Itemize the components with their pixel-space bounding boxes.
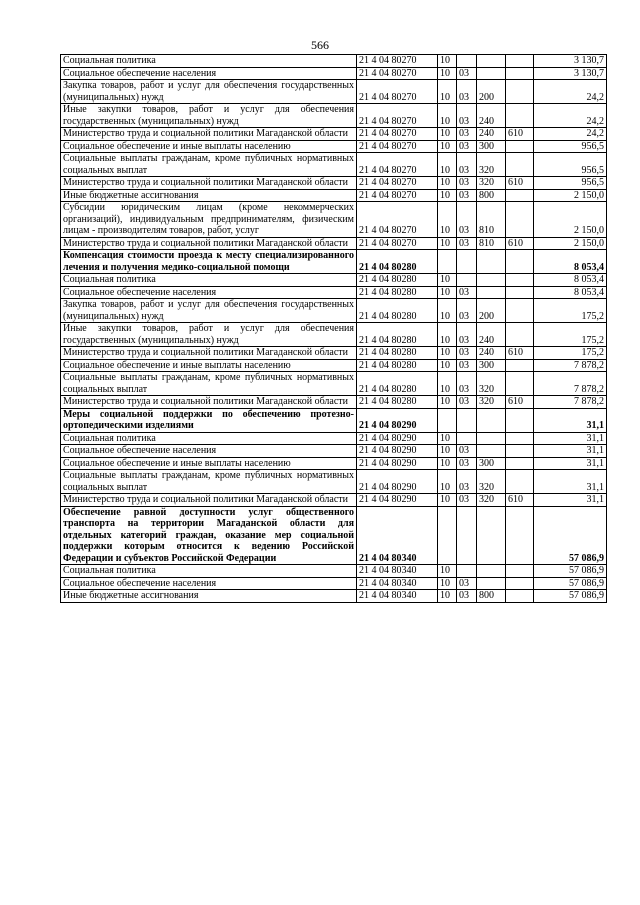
row-administrator-code xyxy=(506,274,534,287)
table-row xyxy=(61,237,607,250)
row-administrator-code xyxy=(506,432,534,445)
row-expense-type-code xyxy=(477,445,506,458)
row-name: Министерство труда и социальной политики Магаданской области xyxy=(61,237,357,250)
table-row xyxy=(61,299,607,323)
row-name: Министерство труда и социальной политики Магаданской области xyxy=(61,128,357,141)
table-row xyxy=(61,274,607,287)
row-administrator-code xyxy=(506,359,534,372)
row-name: Социальное обеспечение населения xyxy=(61,577,357,590)
row-amount: 7 878,2 xyxy=(534,372,607,396)
row-administrator-code xyxy=(506,457,534,470)
row-subsection-code: 03 xyxy=(457,396,477,409)
row-administrator-code xyxy=(506,590,534,603)
row-name: Социальное обеспечение и иные выплаты населению xyxy=(61,359,357,372)
row-section-code: 10 xyxy=(438,432,457,445)
row-section-code: 10 xyxy=(438,299,457,323)
row-name: Социальная политика xyxy=(61,432,357,445)
row-expense-type-code: 320 xyxy=(477,372,506,396)
row-target-article-code: 21 4 04 80270 xyxy=(357,153,438,177)
row-amount: 31,1 xyxy=(534,457,607,470)
row-expense-type-code: 240 xyxy=(477,347,506,360)
row-administrator-code xyxy=(506,299,534,323)
table-row xyxy=(61,347,607,360)
table-row xyxy=(61,372,607,396)
row-name: Иные бюджетные ассигнования xyxy=(61,189,357,202)
row-target-article-code: 21 4 04 80340 xyxy=(357,565,438,578)
row-target-article-code: 21 4 04 80280 xyxy=(357,286,438,299)
row-name: Субсидии юридическим лицам (кроме некоммерческих организаций), индивидуальным предпринимателям, физическим лицам - производителям товаров, работ, услуг xyxy=(61,202,357,238)
row-amount: 24,2 xyxy=(534,128,607,141)
row-amount: 8 053,4 xyxy=(534,274,607,287)
row-subsection-code: 03 xyxy=(457,470,477,494)
row-target-article-code: 21 4 04 80280 xyxy=(357,250,438,274)
table-row xyxy=(61,202,607,238)
row-target-article-code: 21 4 04 80280 xyxy=(357,359,438,372)
row-amount: 7 878,2 xyxy=(534,396,607,409)
row-name: Социальная политика xyxy=(61,55,357,68)
row-section-code: 10 xyxy=(438,55,457,68)
row-name: Социальное обеспечение населения xyxy=(61,67,357,80)
row-administrator-code xyxy=(506,565,534,578)
row-section-code: 10 xyxy=(438,396,457,409)
row-target-article-code: 21 4 04 80280 xyxy=(357,372,438,396)
table-row xyxy=(61,189,607,202)
row-target-article-code: 21 4 04 80280 xyxy=(357,299,438,323)
row-expense-type-code: 300 xyxy=(477,359,506,372)
row-section-code: 10 xyxy=(438,470,457,494)
row-name: Социальное обеспечение и иные выплаты населению xyxy=(61,457,357,470)
row-target-article-code: 21 4 04 80270 xyxy=(357,237,438,250)
table-row xyxy=(61,457,607,470)
row-expense-type-code: 320 xyxy=(477,470,506,494)
row-amount: 3 130,7 xyxy=(534,55,607,68)
row-administrator-code: 610 xyxy=(506,128,534,141)
row-section-code: 10 xyxy=(438,67,457,80)
table-row xyxy=(61,286,607,299)
row-name: Закупка товаров, работ и услуг для обеспечения государственных (муниципальных) нужд xyxy=(61,299,357,323)
row-target-article-code: 21 4 04 80270 xyxy=(357,104,438,128)
row-subsection-code xyxy=(457,274,477,287)
row-section-code: 10 xyxy=(438,80,457,104)
row-section-code: 10 xyxy=(438,445,457,458)
row-amount: 2 150,0 xyxy=(534,237,607,250)
row-subsection-code: 03 xyxy=(457,189,477,202)
row-name: Закупка товаров, работ и услуг для обеспечения государственных (муниципальных) нужд xyxy=(61,80,357,104)
row-subsection-code: 03 xyxy=(457,153,477,177)
row-name: Иные закупки товаров, работ и услуг для обеспечения государственных (муниципальных) нужд xyxy=(61,104,357,128)
row-subsection-code xyxy=(457,408,477,432)
row-name: Социальная политика xyxy=(61,565,357,578)
table-row xyxy=(61,470,607,494)
table-row xyxy=(61,590,607,603)
row-subsection-code: 03 xyxy=(457,104,477,128)
row-section-code: 10 xyxy=(438,347,457,360)
row-subsection-code: 03 xyxy=(457,445,477,458)
row-section-code xyxy=(438,506,457,565)
row-amount: 2 150,0 xyxy=(534,202,607,238)
row-target-article-code: 21 4 04 80340 xyxy=(357,590,438,603)
table-row xyxy=(61,323,607,347)
row-expense-type-code xyxy=(477,408,506,432)
row-administrator-code xyxy=(506,286,534,299)
row-section-code: 10 xyxy=(438,372,457,396)
row-section-code: 10 xyxy=(438,494,457,507)
row-expense-type-code xyxy=(477,506,506,565)
row-section-code: 10 xyxy=(438,286,457,299)
table-row xyxy=(61,140,607,153)
row-expense-type-code: 200 xyxy=(477,299,506,323)
row-administrator-code xyxy=(506,80,534,104)
row-amount: 175,2 xyxy=(534,347,607,360)
row-subsection-code: 03 xyxy=(457,237,477,250)
table-row xyxy=(61,80,607,104)
row-amount: 8 053,4 xyxy=(534,286,607,299)
row-subsection-code xyxy=(457,565,477,578)
row-target-article-code: 21 4 04 80340 xyxy=(357,506,438,565)
row-amount: 31,1 xyxy=(534,470,607,494)
row-section-code: 10 xyxy=(438,104,457,128)
row-target-article-code: 21 4 04 80290 xyxy=(357,432,438,445)
row-expense-type-code: 810 xyxy=(477,202,506,238)
row-expense-type-code xyxy=(477,250,506,274)
row-section-code: 10 xyxy=(438,153,457,177)
table-row xyxy=(61,153,607,177)
row-amount: 956,5 xyxy=(534,140,607,153)
table-row xyxy=(61,432,607,445)
row-target-article-code: 21 4 04 80290 xyxy=(357,494,438,507)
row-target-article-code: 21 4 04 80290 xyxy=(357,470,438,494)
row-target-article-code: 21 4 04 80270 xyxy=(357,128,438,141)
row-administrator-code: 610 xyxy=(506,237,534,250)
row-amount: 57 086,9 xyxy=(534,506,607,565)
row-subsection-code: 03 xyxy=(457,359,477,372)
row-target-article-code: 21 4 04 80290 xyxy=(357,445,438,458)
row-subsection-code: 03 xyxy=(457,494,477,507)
row-administrator-code: 610 xyxy=(506,494,534,507)
row-administrator-code xyxy=(506,506,534,565)
row-amount: 956,5 xyxy=(534,177,607,190)
row-expense-type-code: 300 xyxy=(477,457,506,470)
row-administrator-code xyxy=(506,189,534,202)
row-amount: 57 086,9 xyxy=(534,577,607,590)
budget-table xyxy=(60,54,607,603)
row-expense-type-code xyxy=(477,565,506,578)
row-section-code: 10 xyxy=(438,359,457,372)
row-administrator-code xyxy=(506,372,534,396)
row-section-code: 10 xyxy=(438,202,457,238)
table-row xyxy=(61,577,607,590)
row-subsection-code: 03 xyxy=(457,347,477,360)
row-section-code: 10 xyxy=(438,189,457,202)
row-target-article-code: 21 4 04 80280 xyxy=(357,323,438,347)
table-row xyxy=(61,396,607,409)
row-subsection-code: 03 xyxy=(457,372,477,396)
row-amount: 24,2 xyxy=(534,80,607,104)
row-section-code: 10 xyxy=(438,565,457,578)
row-subsection-code: 03 xyxy=(457,140,477,153)
row-administrator-code xyxy=(506,104,534,128)
row-target-article-code: 21 4 04 80340 xyxy=(357,577,438,590)
row-target-article-code: 21 4 04 80280 xyxy=(357,274,438,287)
row-subsection-code: 03 xyxy=(457,457,477,470)
row-section-code: 10 xyxy=(438,177,457,190)
row-amount: 3 130,7 xyxy=(534,67,607,80)
row-expense-type-code xyxy=(477,67,506,80)
row-administrator-code xyxy=(506,323,534,347)
table-row xyxy=(61,565,607,578)
row-section-code: 10 xyxy=(438,323,457,347)
row-administrator-code xyxy=(506,67,534,80)
row-subsection-code xyxy=(457,55,477,68)
row-amount: 31,1 xyxy=(534,408,607,432)
row-expense-type-code: 320 xyxy=(477,177,506,190)
row-administrator-code: 610 xyxy=(506,177,534,190)
row-section-code: 10 xyxy=(438,457,457,470)
row-section-code: 10 xyxy=(438,590,457,603)
row-subsection-code: 03 xyxy=(457,323,477,347)
table-row xyxy=(61,104,607,128)
row-subsection-code: 03 xyxy=(457,299,477,323)
row-name: Компенсация стоимости проезда к месту специализированного лечения и получения медико-социальной помощи xyxy=(61,250,357,274)
row-administrator-code xyxy=(506,470,534,494)
row-expense-type-code xyxy=(477,577,506,590)
row-amount: 8 053,4 xyxy=(534,250,607,274)
row-name: Социальные выплаты гражданам, кроме публичных нормативных социальных выплат xyxy=(61,372,357,396)
row-name: Обеспечение равной доступности услуг общественного транспорта на территории Магаданской области для отдельных категорий граждан, оказание мер социальной поддержки которым относится к ведению Российской Федерации и субъектов Российской Федерации xyxy=(61,506,357,565)
row-administrator-code: 610 xyxy=(506,347,534,360)
row-subsection-code xyxy=(457,432,477,445)
row-administrator-code xyxy=(506,250,534,274)
row-administrator-code xyxy=(506,408,534,432)
row-name: Социальные выплаты гражданам, кроме публичных нормативных социальных выплат xyxy=(61,470,357,494)
row-administrator-code xyxy=(506,445,534,458)
row-target-article-code: 21 4 04 80270 xyxy=(357,177,438,190)
row-section-code: 10 xyxy=(438,577,457,590)
row-expense-type-code: 320 xyxy=(477,396,506,409)
row-subsection-code: 03 xyxy=(457,177,477,190)
table-row xyxy=(61,177,607,190)
row-expense-type-code: 240 xyxy=(477,323,506,347)
row-expense-type-code xyxy=(477,274,506,287)
row-target-article-code: 21 4 04 80280 xyxy=(357,396,438,409)
row-subsection-code: 03 xyxy=(457,286,477,299)
row-expense-type-code: 320 xyxy=(477,153,506,177)
row-subsection-code xyxy=(457,250,477,274)
row-amount: 31,1 xyxy=(534,494,607,507)
table-row xyxy=(61,67,607,80)
row-subsection-code xyxy=(457,506,477,565)
page-number: 566 xyxy=(311,38,329,52)
row-section-code xyxy=(438,250,457,274)
row-target-article-code: 21 4 04 80270 xyxy=(357,80,438,104)
row-administrator-code xyxy=(506,202,534,238)
table-row xyxy=(61,506,607,565)
row-amount: 2 150,0 xyxy=(534,189,607,202)
row-administrator-code xyxy=(506,140,534,153)
row-amount: 175,2 xyxy=(534,323,607,347)
row-name: Социальная политика xyxy=(61,274,357,287)
row-name: Иные бюджетные ассигнования xyxy=(61,590,357,603)
row-target-article-code: 21 4 04 80270 xyxy=(357,202,438,238)
row-amount: 7 878,2 xyxy=(534,359,607,372)
row-amount: 31,1 xyxy=(534,445,607,458)
row-subsection-code: 03 xyxy=(457,67,477,80)
row-subsection-code: 03 xyxy=(457,128,477,141)
row-name: Министерство труда и социальной политики Магаданской области xyxy=(61,494,357,507)
table-row xyxy=(61,445,607,458)
row-name: Социальное обеспечение населения xyxy=(61,445,357,458)
row-expense-type-code: 200 xyxy=(477,80,506,104)
row-target-article-code: 21 4 04 80290 xyxy=(357,457,438,470)
row-section-code: 10 xyxy=(438,128,457,141)
row-name: Меры социальной поддержки по обеспечению протезно-ортопедическими изделиями xyxy=(61,408,357,432)
row-target-article-code: 21 4 04 80290 xyxy=(357,408,438,432)
row-target-article-code: 21 4 04 80280 xyxy=(357,347,438,360)
row-subsection-code: 03 xyxy=(457,80,477,104)
table-row xyxy=(61,128,607,141)
row-administrator-code xyxy=(506,55,534,68)
row-administrator-code xyxy=(506,577,534,590)
row-amount: 31,1 xyxy=(534,432,607,445)
row-administrator-code xyxy=(506,153,534,177)
row-expense-type-code: 810 xyxy=(477,237,506,250)
row-subsection-code: 03 xyxy=(457,202,477,238)
row-target-article-code: 21 4 04 80270 xyxy=(357,140,438,153)
row-name: Социальное обеспечение и иные выплаты населению xyxy=(61,140,357,153)
row-name: Социальное обеспечение населения xyxy=(61,286,357,299)
row-name: Министерство труда и социальной политики Магаданской области xyxy=(61,396,357,409)
row-expense-type-code: 320 xyxy=(477,494,506,507)
row-target-article-code: 21 4 04 80270 xyxy=(357,189,438,202)
row-amount: 24,2 xyxy=(534,104,607,128)
row-amount: 956,5 xyxy=(534,153,607,177)
row-subsection-code: 03 xyxy=(457,577,477,590)
row-expense-type-code: 240 xyxy=(477,128,506,141)
row-section-code: 10 xyxy=(438,237,457,250)
table-row xyxy=(61,408,607,432)
row-expense-type-code xyxy=(477,286,506,299)
row-expense-type-code: 240 xyxy=(477,104,506,128)
table-body xyxy=(61,55,607,603)
row-expense-type-code xyxy=(477,432,506,445)
row-name: Министерство труда и социальной политики Магаданской области xyxy=(61,347,357,360)
row-amount: 57 086,9 xyxy=(534,565,607,578)
row-target-article-code: 21 4 04 80270 xyxy=(357,67,438,80)
row-section-code: 10 xyxy=(438,140,457,153)
row-subsection-code: 03 xyxy=(457,590,477,603)
row-name: Иные закупки товаров, работ и услуг для обеспечения государственных (муниципальных) нужд xyxy=(61,323,357,347)
table-row xyxy=(61,359,607,372)
row-administrator-code: 610 xyxy=(506,396,534,409)
row-name: Социальные выплаты гражданам, кроме публичных нормативных социальных выплат xyxy=(61,153,357,177)
table-row xyxy=(61,55,607,68)
table-row xyxy=(61,250,607,274)
row-expense-type-code: 300 xyxy=(477,140,506,153)
row-amount: 175,2 xyxy=(534,299,607,323)
row-section-code xyxy=(438,408,457,432)
row-amount: 57 086,9 xyxy=(534,590,607,603)
table-row xyxy=(61,494,607,507)
row-section-code: 10 xyxy=(438,274,457,287)
row-expense-type-code: 800 xyxy=(477,189,506,202)
row-expense-type-code xyxy=(477,55,506,68)
row-name: Министерство труда и социальной политики Магаданской области xyxy=(61,177,357,190)
row-expense-type-code: 800 xyxy=(477,590,506,603)
row-target-article-code: 21 4 04 80270 xyxy=(357,55,438,68)
